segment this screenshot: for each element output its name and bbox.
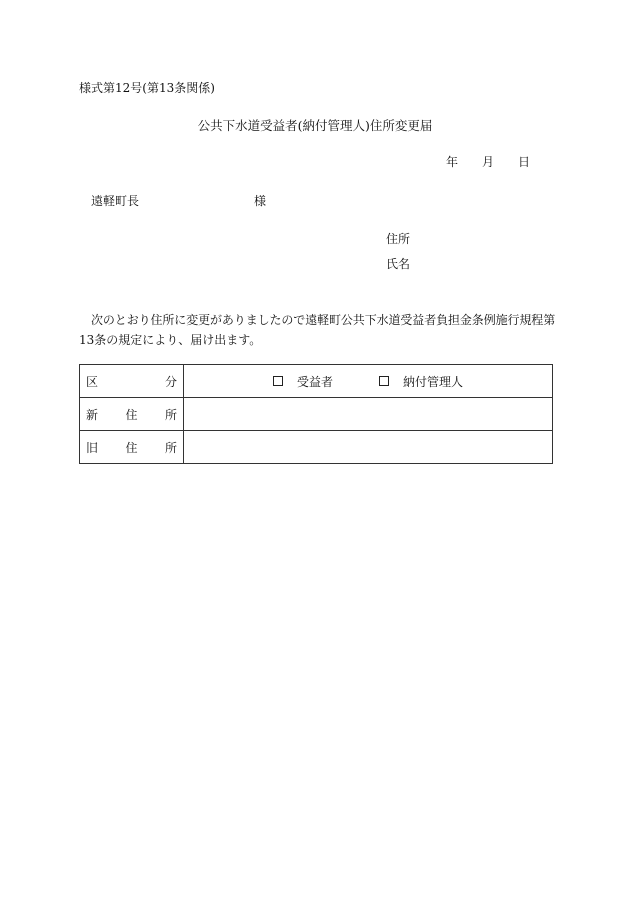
category-label-char: 区: [86, 374, 99, 389]
category-options-cell: [184, 365, 553, 398]
new-address-value-cell[interactable]: [184, 398, 553, 431]
new-address-label-char: 所: [164, 407, 177, 422]
document-title: 公共下水道受益者(納付管理人)住所変更届: [197, 118, 433, 133]
table-row-old-address: [80, 431, 553, 464]
option-beneficiary-label: 受益者: [296, 374, 333, 389]
body-line-1: 次のとおり住所に変更がありましたので遠軽町公共下水道受益者負担金条例施行規程第: [91, 313, 556, 327]
checkbox-beneficiary[interactable]: [273, 376, 283, 386]
info-table: [79, 364, 553, 464]
old-address-label-char: 所: [164, 440, 177, 455]
table-row-category: [80, 365, 553, 398]
new-address-label-char: 住: [125, 407, 138, 422]
date-month-label: 月: [482, 155, 495, 169]
category-label-cell: [80, 365, 184, 398]
form-number: 様式第12号(第13条関係): [79, 81, 215, 95]
addressee: 遠軽町長: [91, 194, 140, 208]
option-beneficiary[interactable]: [273, 373, 333, 390]
date-year-label: 年: [446, 155, 459, 169]
category-label-char: 分: [164, 374, 177, 389]
checkbox-payment-administrator[interactable]: [379, 376, 389, 386]
old-address-label-cell: [80, 431, 184, 464]
option-payment-administrator[interactable]: [379, 373, 463, 390]
applicant-name-label: 氏名: [386, 257, 411, 271]
new-address-label-cell: [80, 398, 184, 431]
old-address-label-char: 住: [125, 440, 138, 455]
new-address-label-char: 新: [86, 407, 99, 422]
honorific: 様: [254, 194, 267, 208]
date-line: [446, 156, 530, 168]
applicant-address-label: 住所: [386, 232, 411, 246]
body-text: [79, 310, 559, 350]
table-row-new-address: [80, 398, 553, 431]
old-address-label-char: 旧: [86, 440, 99, 455]
option-payment-administrator-label: 納付管理人: [403, 374, 464, 389]
body-line-2: 13条の規定により、届け出ます。: [79, 333, 262, 347]
old-address-value-cell[interactable]: [184, 431, 553, 464]
date-day-label: 日: [518, 155, 531, 169]
